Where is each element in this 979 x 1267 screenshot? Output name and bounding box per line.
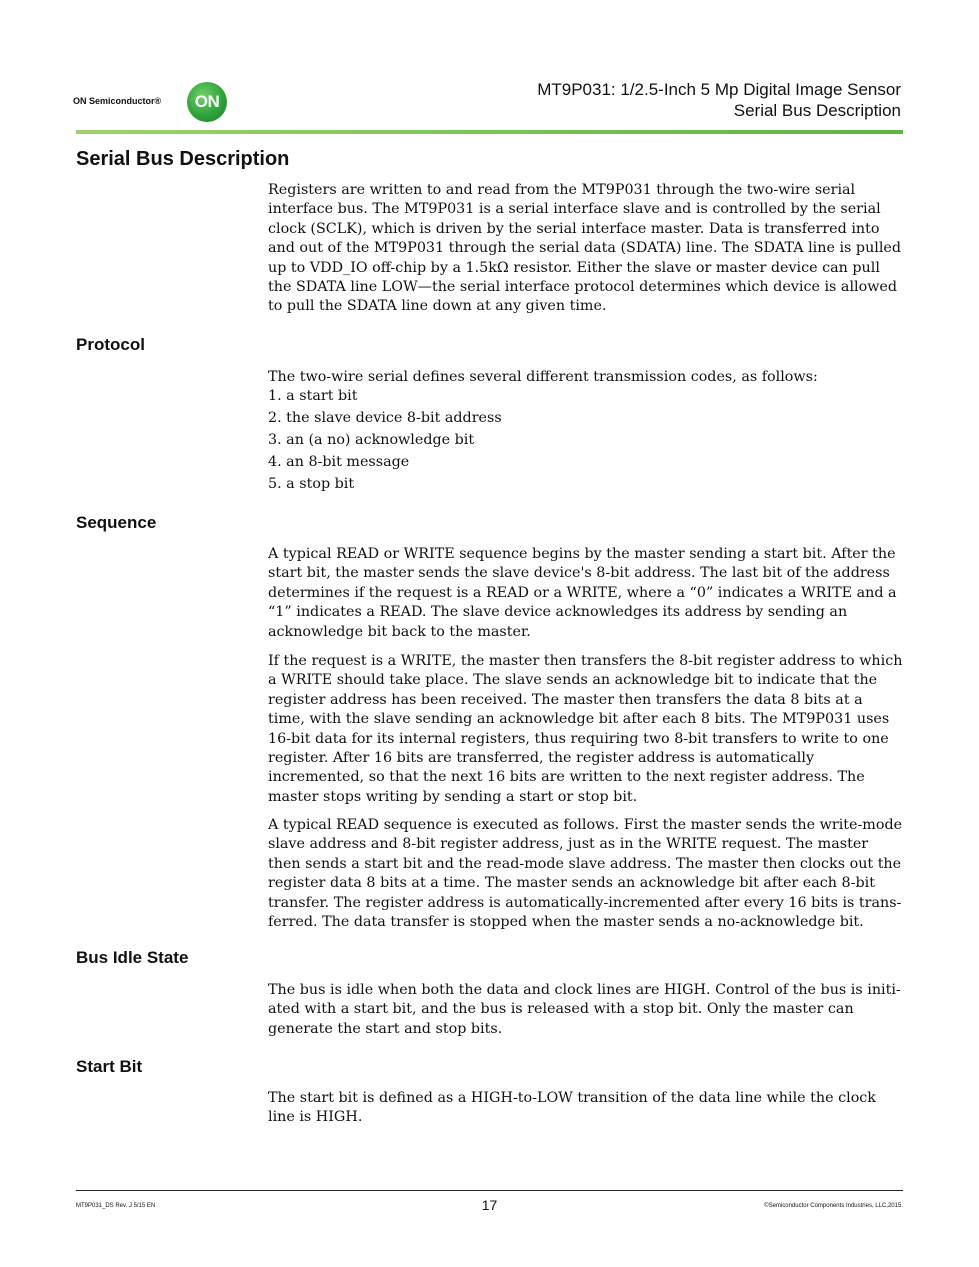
- protocol-heading: Protocol: [76, 335, 145, 354]
- page-number: 17: [481, 1197, 498, 1213]
- list-item: 4. an 8-bit message: [268, 453, 410, 470]
- bus-idle-heading: Bus Idle State: [76, 948, 189, 967]
- list-item: 2. the slave device 8-bit address: [268, 409, 502, 426]
- protocol-intro: The two-wire serial defines several different transmission codes, as follows:: [268, 369, 818, 385]
- intro-paragraph: Registers are written to and read from the MT9P031 through the two-wire serial interface bus. The MT9P031 is a serial interface slave and is controlled by the serial clock (SCLK), which is driven by the serial interface master. Data is transferred into and out of the MT9P031 through the serial data (SDATA) line. The SDATA line is pulled up to VDD_IO off-chip by a 1.5kΩ resistor. Either the slave or master device can pull the SDATA line LOW—the serial interface protocol determines which device is allowed to pull the SDATA line down at any given time.: [268, 182, 902, 315]
- section-title: Serial Bus Description: [76, 148, 290, 170]
- list-item: 3. an (a no) acknowledge bit: [268, 431, 475, 448]
- list-item: 1. a start bit: [268, 388, 358, 404]
- document-title-line1: MT9P031: 1/2.5-Inch 5 Mp Digital Image Sensor: [537, 80, 901, 99]
- company-name: ON Semiconductor®: [73, 96, 162, 106]
- document-title-line2: Serial Bus Description: [733, 101, 901, 120]
- bus-idle-text: The bus is idle when both the data and clock lines are HIGH. Control of the bus is initi-ated with a start bit, and the bus is released with a stop bit. Only the master can generate the start and stop bits.: [268, 982, 901, 1037]
- protocol-list: [268, 386, 903, 496]
- start-bit-text: The start bit is defined as a HIGH-to-LOW transition of the data line while the clock line is HIGH.: [268, 1090, 876, 1126]
- sequence-paragraph-1: A typical READ or WRITE sequence begins by the master sending a start bit. After the start bit, the master sends the slave device's 8-bit address. The last bit of the address determines if the request is a READ or a WRITE, where a “0” indicates a WRITE and a “1” indicates a READ. The slave device acknowledges its address by sending an acknowledge bit back to the master.: [268, 546, 897, 640]
- start-bit-heading: Start Bit: [76, 1057, 143, 1076]
- document-id: MT9P031_DS Rev. J 5/15 EN: [76, 1203, 156, 1209]
- on-semiconductor-logo: [187, 82, 227, 122]
- copyright: ©Semiconductor Components Industries, LLC,2015.: [764, 1203, 903, 1209]
- sequence-paragraph-3: A typical READ sequence is executed as follows. First the master sends the write-mode slave address and 8-bit register address, just as in the WRITE request. The master then sends a start bit and the read-mode slave address. The master then clocks out the register data 8 bits at a time. The master sends an acknowledge bit after each 8-bit transfer. The register address is automatically-incremented after every 16 bits is trans-ferred. The data transfer is stopped when the master sends a no-acknowledge bit.: [268, 817, 903, 931]
- footer-divider: [76, 1190, 903, 1191]
- document-title: [537, 79, 901, 121]
- header-divider: [76, 130, 903, 134]
- sequence-heading: Sequence: [76, 513, 157, 532]
- list-item: 5. a stop bit: [268, 475, 355, 492]
- logo-text: ON: [194, 92, 220, 111]
- sequence-paragraph-2: If the request is a WRITE, the master then transfers the 8-bit register address to which a WRITE should take place. The slave sends an acknowledge bit to indicate that the register address has been received. The master then transfers the data 8 bits at a time, with the slave sending an acknowledge bit after each 8 bits. The MT9P031 uses 16-bit data for its internal registers, thus requiring two 8-bit transfers to write to one register. After 16 bits are transferred, the register address is automatically incremented, so that the next 16 bits are written to the next register address. The master stops writing by sending a start or stop bit.: [268, 653, 903, 805]
